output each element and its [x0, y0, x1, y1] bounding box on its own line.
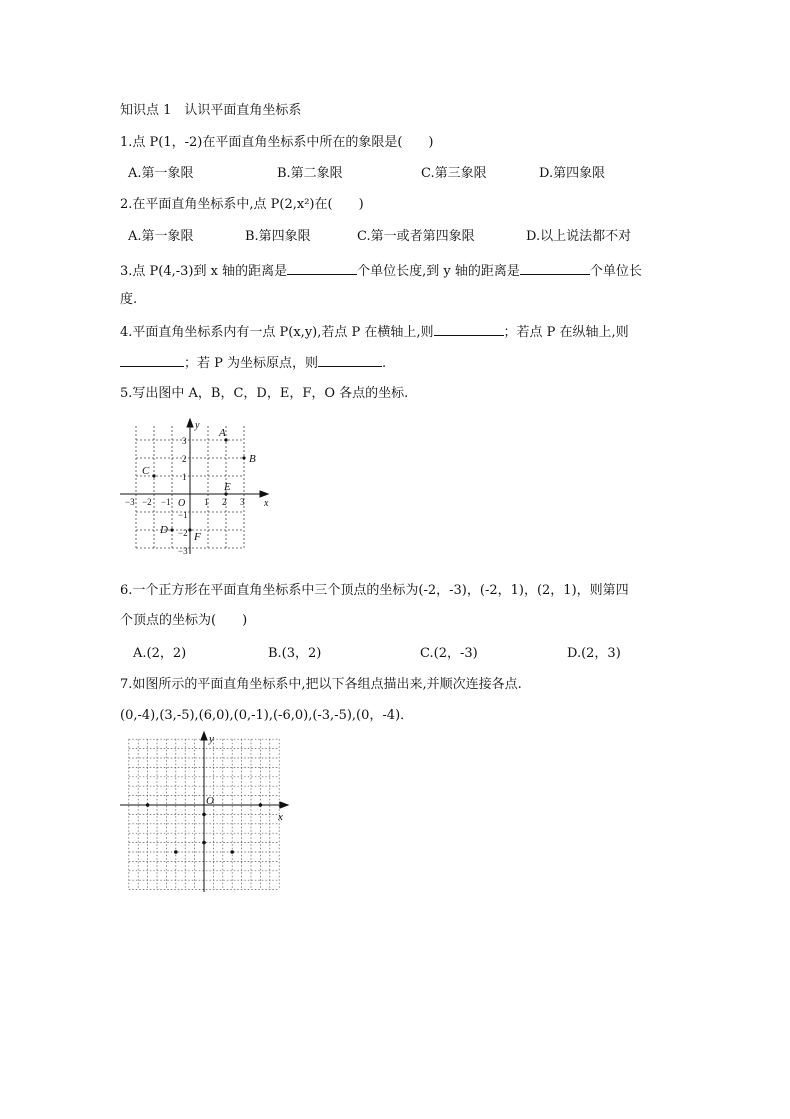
q5-point-b [242, 456, 245, 459]
q4-line2 [120, 353, 386, 373]
q2-option-c[interactable]: C.第一或者第四象限 [357, 229, 475, 244]
q6-option-d[interactable]: D.(2，3) [567, 646, 621, 661]
q4-text-4: . [382, 356, 387, 371]
q4-text-2: ；若点 P 在纵轴上,则 [503, 325, 629, 340]
q2-option-a[interactable]: A.第一象限 [128, 229, 194, 244]
q5-ytick-neg3: −3 [178, 546, 188, 556]
q6-stem-line1: 6.一个正方形在平面直角坐标系中三个顶点的坐标为(-2，-3)，(-2，1)，(2，1)，则第四 [120, 583, 629, 598]
q7-dot [230, 850, 234, 854]
q5-y-label: y [195, 420, 200, 431]
q3-text-2: 个单位长度,到 y 轴的距离是 [357, 264, 520, 279]
q7-x-arrow-icon [280, 802, 288, 808]
q4-blank-origin[interactable] [318, 353, 382, 367]
q3-text-1: 3.点 P(4,-3)到 x 轴的距离是 [120, 264, 288, 279]
q5-coordinate-figure [118, 414, 278, 558]
q5-point-f [188, 528, 191, 531]
q1-option-c[interactable]: C.第三象限 [421, 166, 487, 181]
q7-dot [174, 850, 178, 854]
q7-x-label: x [278, 811, 283, 823]
q7-points-text: (0,-4),(3,-5),(6,0),(0,-1),(-6,0),(-3,-5),(0，-4)． [120, 708, 414, 723]
q7-dot [146, 803, 150, 807]
q5-xtick-3: 3 [240, 497, 245, 507]
q5-point-c [152, 474, 155, 477]
q6-option-a[interactable]: A.(2，2) [133, 646, 187, 661]
q5-point-label-d: D [160, 524, 168, 536]
q7-dot [202, 813, 206, 817]
q3-blank-y-distance[interactable] [520, 261, 590, 275]
q1-option-d[interactable]: D.第四象限 [539, 166, 606, 181]
q6-stem-line2: 个顶点的坐标为( ) [120, 613, 248, 628]
q7-y-arrow-icon [201, 732, 207, 740]
q3-line2: 度. [120, 292, 138, 307]
q4-text-1: 4.平面直角坐标系内有一点 P(x,y),若点 P 在横轴上,则 [120, 325, 434, 340]
q7-stem: 7.如图所示的平面直角坐标系中,把以下各组点描出来,并顺次连接各点. [120, 677, 522, 692]
q5-xtick-neg3: −3 [125, 497, 135, 507]
q3-text-3: 个单位长 [589, 264, 642, 279]
q5-ytick-neg1: −1 [178, 510, 188, 520]
q4-line1 [120, 322, 629, 342]
q5-point-label-f: F [194, 531, 201, 543]
q4-blank-y-axis[interactable] [120, 353, 184, 367]
q5-ytick-2: 2 [182, 454, 187, 464]
q5-point-label-e: E [224, 481, 231, 493]
q1-stem: 1.点 P(1，-2)在平面直角坐标系中所在的象限是( ) [120, 135, 434, 150]
q5-x-label: x [264, 498, 269, 509]
q1-option-a[interactable]: A.第一象限 [128, 166, 194, 181]
q7-coordinate-figure [118, 730, 290, 894]
q5-point-label-c: C [142, 465, 150, 477]
q5-ytick-1: 1 [182, 472, 187, 482]
q5-ytick-neg2: −2 [178, 528, 188, 538]
q5-xtick-neg2: −2 [142, 497, 152, 507]
q5-point-d [170, 528, 173, 531]
q5-stem: 5.写出图中 A，B，C，D，E，F，O 各点的坐标. [120, 386, 409, 401]
q5-point-label-b: B [249, 453, 256, 465]
q6-option-b[interactable]: B.(3，2) [268, 646, 322, 661]
q6-option-c[interactable]: C.(2，-3) [420, 646, 478, 661]
q5-xtick-neg1: −1 [161, 497, 171, 507]
q4-blank-x-axis[interactable] [434, 322, 504, 336]
q7-dot [202, 841, 206, 845]
q3-line1 [120, 261, 642, 281]
q5-xtick-1: 1 [204, 497, 209, 507]
q1-option-b[interactable]: B.第二象限 [277, 166, 343, 181]
q7-dot [259, 803, 263, 807]
q7-y-label: y [209, 733, 214, 745]
q3-blank-x-distance[interactable] [287, 261, 357, 275]
q7-origin-label: O [206, 795, 214, 807]
q2-option-b[interactable]: B.第四象限 [245, 229, 311, 244]
q4-text-3: ；若 P 为坐标原点，则 [184, 356, 319, 371]
q5-y-arrow-icon [187, 419, 193, 427]
q5-point-label-a: A [219, 427, 226, 439]
q5-x-arrow-icon [260, 491, 268, 497]
q5-ytick-3: 3 [182, 436, 187, 446]
section-title: 知识点 1 认识平面直角坐标系 [120, 103, 302, 118]
q2-option-d[interactable]: D.以上说法都不对 [526, 229, 632, 244]
q5-xtick-2: 2 [222, 497, 227, 507]
q5-origin-label: O [178, 498, 186, 509]
q2-stem: 2.在平面直角坐标系中,点 P(2,x²)在( ) [120, 197, 364, 212]
